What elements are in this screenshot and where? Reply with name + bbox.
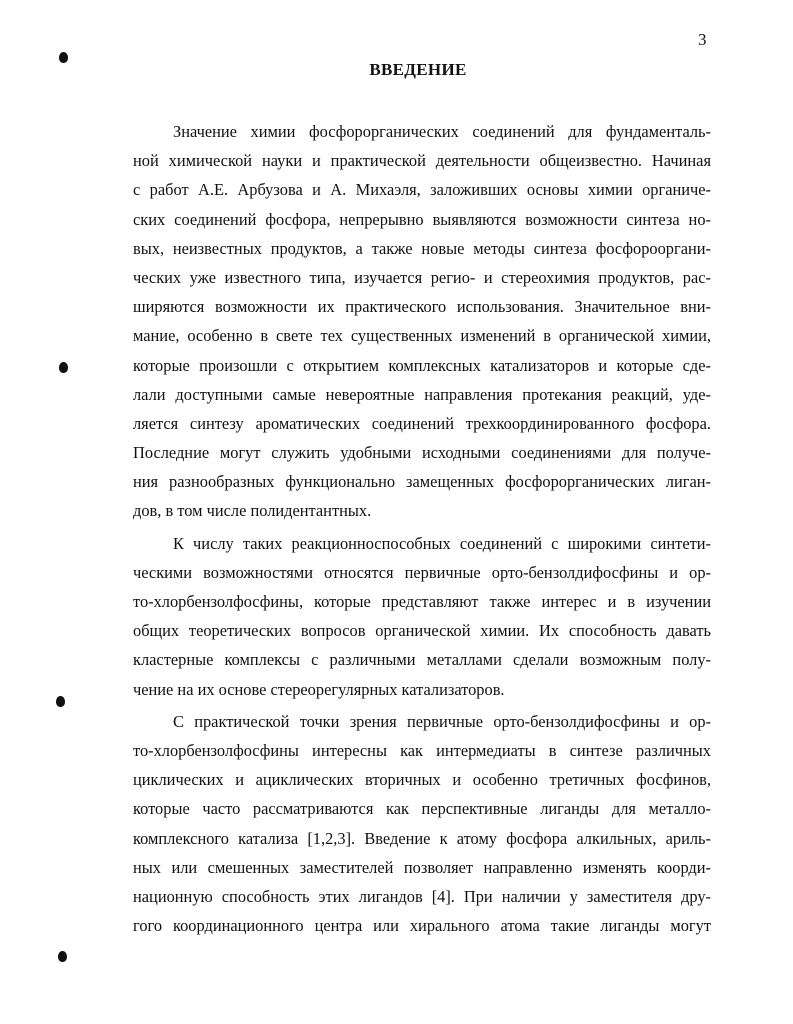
page-number: 3 <box>698 30 707 49</box>
text-line: комплексного катализа [1,2,3]. Введение к атому фосфора алкильных, ариль- <box>133 828 711 848</box>
section-heading: ВВЕДЕНИЕ <box>369 60 467 79</box>
text-line: гого координационного центра или хирального атома такие лиганды могут <box>133 916 711 936</box>
text-line: ния разнообразных функционально замещенных фосфорорганических лиган- <box>133 472 711 492</box>
text-line: мание, особенно в свете тех существенных изменений в органической химии, <box>133 326 711 346</box>
text-line: ных или смешенных заместителей позволяет направленно изменять коорди- <box>133 857 711 877</box>
text-line: С практической точки зрения первичные орто-бензолдифосфины и ор- <box>173 711 711 731</box>
text-line: ширяются возможности их практического использования. Значительное вни- <box>133 297 711 317</box>
text-line: вых, неизвестных продуктов, а также новые методы синтеза фосфорооргани- <box>133 238 711 258</box>
paragraph-3 <box>133 707 711 941</box>
text-line: К числу таких реакционноспособных соединений с широкими синтети- <box>173 533 711 553</box>
text-line: ческими возможностями относятся первичные орто-бензолдифосфины и ор- <box>133 562 711 582</box>
punch-hole-mark <box>59 362 68 373</box>
text-line: лали доступными самые невероятные направления протекания реакций, уде- <box>133 384 711 404</box>
punch-hole-mark <box>58 951 67 962</box>
text-line: с работ А.Е. Арбузова и А. Михаэля, заложивших основы химии органиче- <box>133 180 711 200</box>
text-line: ских соединений фосфора, непрерывно выявляются возможности синтеза но- <box>133 209 711 229</box>
text-line: то-хлорбензолфосфины, которые представляют также интерес и в изучении <box>133 592 711 611</box>
text-line: Последние могут служить удобными исходными соединениями для получе- <box>133 443 711 463</box>
text-line: ляется синтезу ароматических соединений трехкоординированного фосфора. <box>133 413 711 433</box>
text-line: ной химической науки и практической деятельности общеизвестно. Начиная <box>133 151 711 171</box>
text-line: общих теоретических вопросов органической химии. Их способность давать <box>133 621 711 641</box>
paragraph-1 <box>133 117 711 526</box>
text-line: кластерные комплексы с различными металлами сделали возможным полу- <box>133 650 711 670</box>
punch-hole-mark <box>59 52 68 63</box>
text-line: дов, в том числе полидентантных. <box>133 501 372 521</box>
text-line: то-хлорбензолфосфины интересны как интермедиаты в синтезе различных <box>133 740 711 760</box>
text-line: которые произошли с открытием комплексных катализаторов и которые сде- <box>133 355 711 375</box>
text-line: Значение химии фосфорорганических соединений для фундаменталь- <box>173 122 711 141</box>
paragraph-2 <box>133 529 711 704</box>
text-line: ческих уже известного типа, изучается регио- и стереохимия продуктов, рас- <box>133 267 711 287</box>
text-line: чение на их основе стереорегулярных катализаторов. <box>133 679 505 699</box>
text-line: которые часто рассматриваются как перспективные лиганды для металло- <box>133 799 711 819</box>
text-line: циклических и ациклических вторичных и особенно третичных фосфинов, <box>133 770 711 790</box>
body-text <box>133 117 711 940</box>
punch-hole-mark <box>56 696 65 707</box>
text-line: национную способность этих лигандов [4]. При наличии у заместителя дру- <box>133 886 711 906</box>
